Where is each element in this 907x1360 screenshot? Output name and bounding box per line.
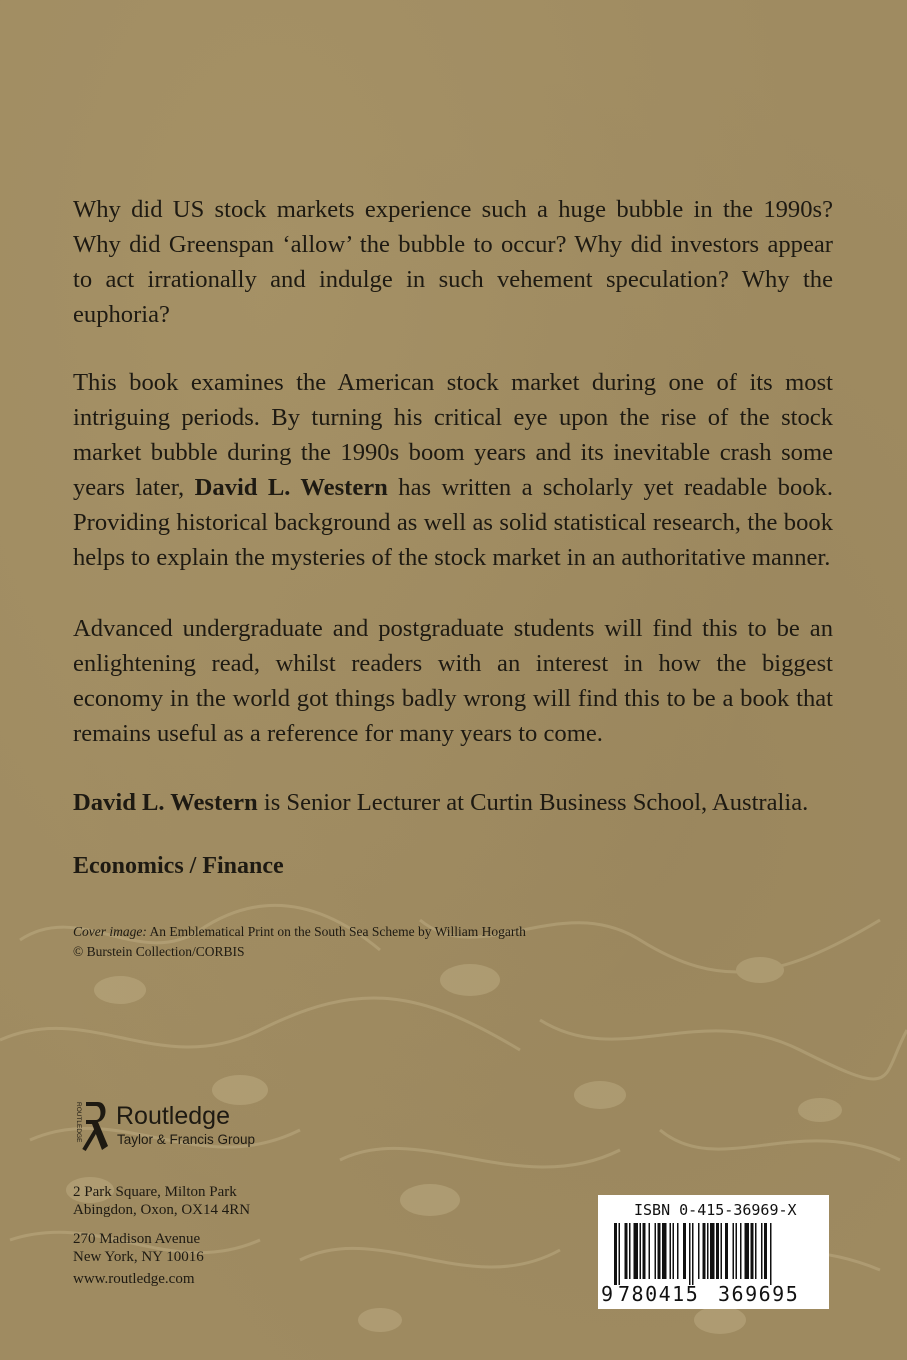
blurb-paragraph-1: Why did US stock markets experience such a huge bubble in the 1990s? Why did Greenspan ‘allow’ the bubble to occur? Why did investors appear to act irrationally and indulge in such vehement speculation? Why the euphoria? bbox=[73, 196, 833, 328]
barcode-bar bbox=[698, 1223, 700, 1279]
barcode-bar bbox=[689, 1223, 691, 1285]
barcode-bar bbox=[721, 1223, 723, 1279]
blurb-paragraph-3: Advanced undergraduate and postgraduate students will find this to be an enlightening read, whilst readers with an interest in how the biggest economy in the world got things badly wrong will find this to be a book that remains useful as a reference for many years to come. bbox=[73, 615, 833, 747]
author-bio bbox=[73, 785, 833, 820]
subject-category: Economics / Finance bbox=[73, 853, 284, 879]
barcode-bar bbox=[703, 1223, 706, 1279]
blurb-paragraph-2-end: has written a scholarly yet readable book. Providing historical background as well as solid statistical research, the book helps to explain the mysteries of the stock market in an authoritative manner. bbox=[73, 474, 834, 571]
blurb-paragraph-2-start: This book examines the American stock market during one of its most intriguing periods. By turning his critical eye upon the rise of the stock market bubble during the 1990s boom years and its inevitable crash some years later, bbox=[73, 369, 833, 501]
address-uk-line-1: 2 Park Square, Milton Park bbox=[73, 1184, 237, 1200]
barcode-bar bbox=[716, 1223, 719, 1279]
barcode-bar bbox=[662, 1223, 667, 1279]
barcode-bar bbox=[614, 1223, 617, 1285]
barcode-digits-right: 369695 bbox=[718, 1282, 800, 1306]
barcode-bar bbox=[736, 1223, 738, 1279]
address-us-line-2: New York, NY 10016 bbox=[73, 1249, 204, 1265]
author-bio-name: David L. Western bbox=[73, 789, 258, 816]
barcode-bar bbox=[740, 1223, 742, 1279]
cover-image-copyright: © Burstein Collection/CORBIS bbox=[73, 944, 245, 959]
barcode-bar bbox=[733, 1223, 735, 1279]
barcode-bar bbox=[655, 1223, 657, 1279]
barcode-bar bbox=[745, 1223, 750, 1279]
barcode-bar bbox=[710, 1223, 715, 1279]
author-name-inline: David L. Western bbox=[194, 474, 388, 501]
barcode-bar bbox=[649, 1223, 651, 1279]
publisher-website: www.routledge.com bbox=[73, 1271, 195, 1287]
address-us bbox=[73, 1230, 204, 1266]
barcode-bar bbox=[707, 1223, 709, 1279]
barcode-bar bbox=[764, 1223, 767, 1279]
barcode-bar bbox=[761, 1223, 763, 1279]
isbn-barcode bbox=[598, 1195, 829, 1309]
barcode-bar bbox=[629, 1223, 631, 1279]
cover-image-title: An Emblematical Print on the South Sea Scheme by William Hogarth bbox=[149, 924, 526, 939]
barcode-bar bbox=[634, 1223, 639, 1279]
cover-image-credit-line bbox=[73, 922, 526, 942]
barcode-bar bbox=[692, 1223, 694, 1285]
routledge-r-icon bbox=[82, 1100, 110, 1152]
author-bio-text: is Senior Lecturer at Curtin Business School, Australia. bbox=[263, 789, 809, 816]
barcode-digits-left: 780415 bbox=[618, 1282, 700, 1306]
barcode-bar bbox=[625, 1223, 628, 1279]
barcode-bar bbox=[643, 1223, 646, 1279]
barcode-bar bbox=[770, 1223, 772, 1285]
publisher-logo bbox=[68, 1100, 268, 1160]
barcode-bar bbox=[751, 1223, 754, 1279]
publisher-logo-side-text bbox=[68, 1100, 80, 1152]
barcode-digit-first: 9 bbox=[601, 1282, 614, 1306]
cover-image-label: Cover image: bbox=[73, 924, 147, 939]
blurb-paragraph-2 bbox=[73, 365, 833, 575]
barcode-bar bbox=[677, 1223, 679, 1279]
publisher-logo-vertical-text: ROUTLEDGE bbox=[75, 1102, 82, 1143]
isbn-number: ISBN 0-415-36969-X bbox=[634, 1201, 797, 1219]
publisher-name: Routledge bbox=[116, 1102, 230, 1130]
address-uk-line-2: Abingdon, Oxon, OX14 4RN bbox=[73, 1202, 251, 1218]
publisher-group: Taylor & Francis Group bbox=[117, 1132, 256, 1147]
barcode-bar bbox=[755, 1223, 757, 1279]
address-uk bbox=[73, 1183, 250, 1219]
barcode-bar bbox=[658, 1223, 661, 1279]
barcode-bar bbox=[673, 1223, 675, 1279]
barcode-bar bbox=[725, 1223, 728, 1279]
barcode-bar bbox=[670, 1223, 672, 1279]
barcode-bar bbox=[619, 1223, 621, 1285]
address-us-line-1: 270 Madison Avenue bbox=[73, 1231, 201, 1247]
barcode-bar bbox=[640, 1223, 642, 1279]
cover-image-credit bbox=[73, 922, 526, 962]
barcode-bar bbox=[683, 1223, 686, 1279]
